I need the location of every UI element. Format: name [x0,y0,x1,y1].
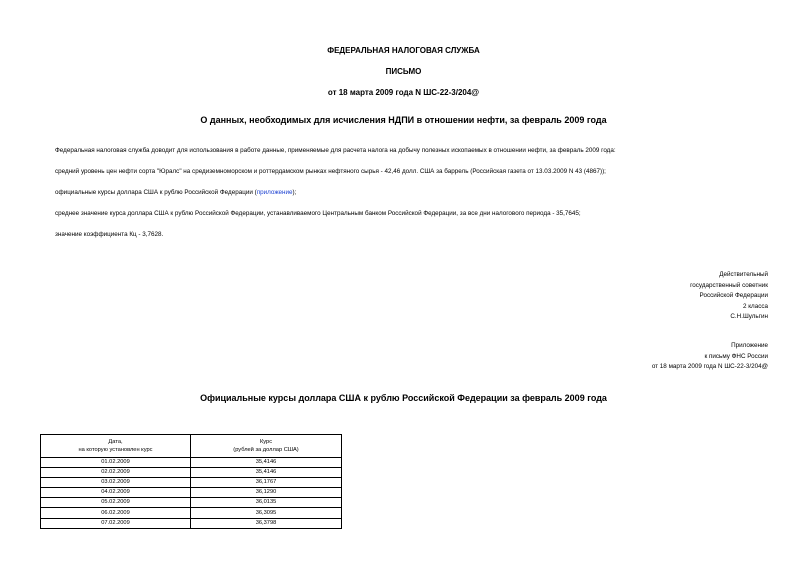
rate-cell: 36,3095 [191,508,342,518]
document-type: ПИСЬМО [385,67,422,76]
signature-block [560,270,768,323]
document-date-number: от 18 марта 2009 года N ШС-22-3/204@ [327,88,480,97]
rates-table [40,434,342,529]
signatory-name: С.Н.Шульгин [730,313,768,320]
rate-cell: 36,3798 [191,518,342,528]
agency-name: ФЕДЕРАЛЬНАЯ НАЛОГОВАЯ СЛУЖБА [327,46,480,55]
body-item-rates [55,189,296,196]
appendix-label: Приложение [731,342,768,349]
signature-line: Российской Федерации [699,292,768,299]
column-header-rate-line2: (рублей за доллар США) [233,447,299,453]
date-cell: 05.02.2009 [41,498,191,508]
signature-line: государственный советник [690,281,768,289]
date-cell: 07.02.2009 [41,518,191,528]
table-row [41,468,342,478]
body-item-coefficient: значение коэффициента Кц - 3,7628. [55,231,164,238]
signature-line: Действительный [719,271,768,278]
body-intro: Федеральная налоговая служба доводит для использования в работе данные, применяемые для расчета налога на добычу полезных ископаемых в отношении нефти, за февраль 2009 года: [55,147,616,154]
appendix-header [560,341,768,373]
table-header-row [41,435,342,458]
rate-cell: 35,4146 [191,468,342,478]
rate-cell: 36,0135 [191,498,342,508]
body-item-rates-prefix: официальные курсы доллара США к рублю Российской Федерации ( [55,189,257,196]
date-cell: 06.02.2009 [41,508,191,518]
appendix-title: Официальные курсы доллара США к рублю Российской Федерации за февраль 2009 года [200,393,607,403]
signature-line: 2 класса [742,302,768,310]
body-item-average: среднее значение курса доллара США к рублю Российской Федерации, устанавливаемого Центральным банком Российской Федерации, за все дни налогового периода - 35,7645; [55,210,581,217]
body-item-price: средний уровень цен нефти сорта "Юралс" на средиземноморском и роттердамском рынках нефтяного сырья - 42,46 долл. США за баррель (Российская газета от 13.03.2009 N 43 (4867)); [55,168,606,175]
document-title: О данных, необходимых для исчисления НДПИ в отношении нефти, за февраль 2009 года [200,115,607,125]
rate-cell: 36,1767 [191,478,342,488]
column-header-date [41,435,191,458]
appendix-link[interactable]: приложение [256,189,293,196]
table-row [41,478,342,488]
column-header-rate-line1: Курс [259,439,273,445]
table-row [41,488,342,498]
table-row [41,458,342,468]
rate-cell: 35,4146 [191,458,342,468]
column-header-date-line2: на которую установлен курс [78,447,153,453]
appendix-date-number: от 18 марта 2009 года N ШС-22-3/204@ [651,363,768,370]
column-header-rate [191,435,342,458]
table-row [41,518,342,528]
appendix-reference: к письму ФНС России [704,352,768,360]
date-cell: 04.02.2009 [41,488,191,498]
column-header-date-line1: Дата, [108,439,123,445]
table-row [41,508,342,518]
date-cell: 03.02.2009 [41,478,191,488]
date-cell: 02.02.2009 [41,468,191,478]
date-cell: 01.02.2009 [41,458,191,468]
rate-cell: 36,1290 [191,488,342,498]
table-row [41,498,342,508]
body-item-rates-suffix: ); [292,189,297,196]
